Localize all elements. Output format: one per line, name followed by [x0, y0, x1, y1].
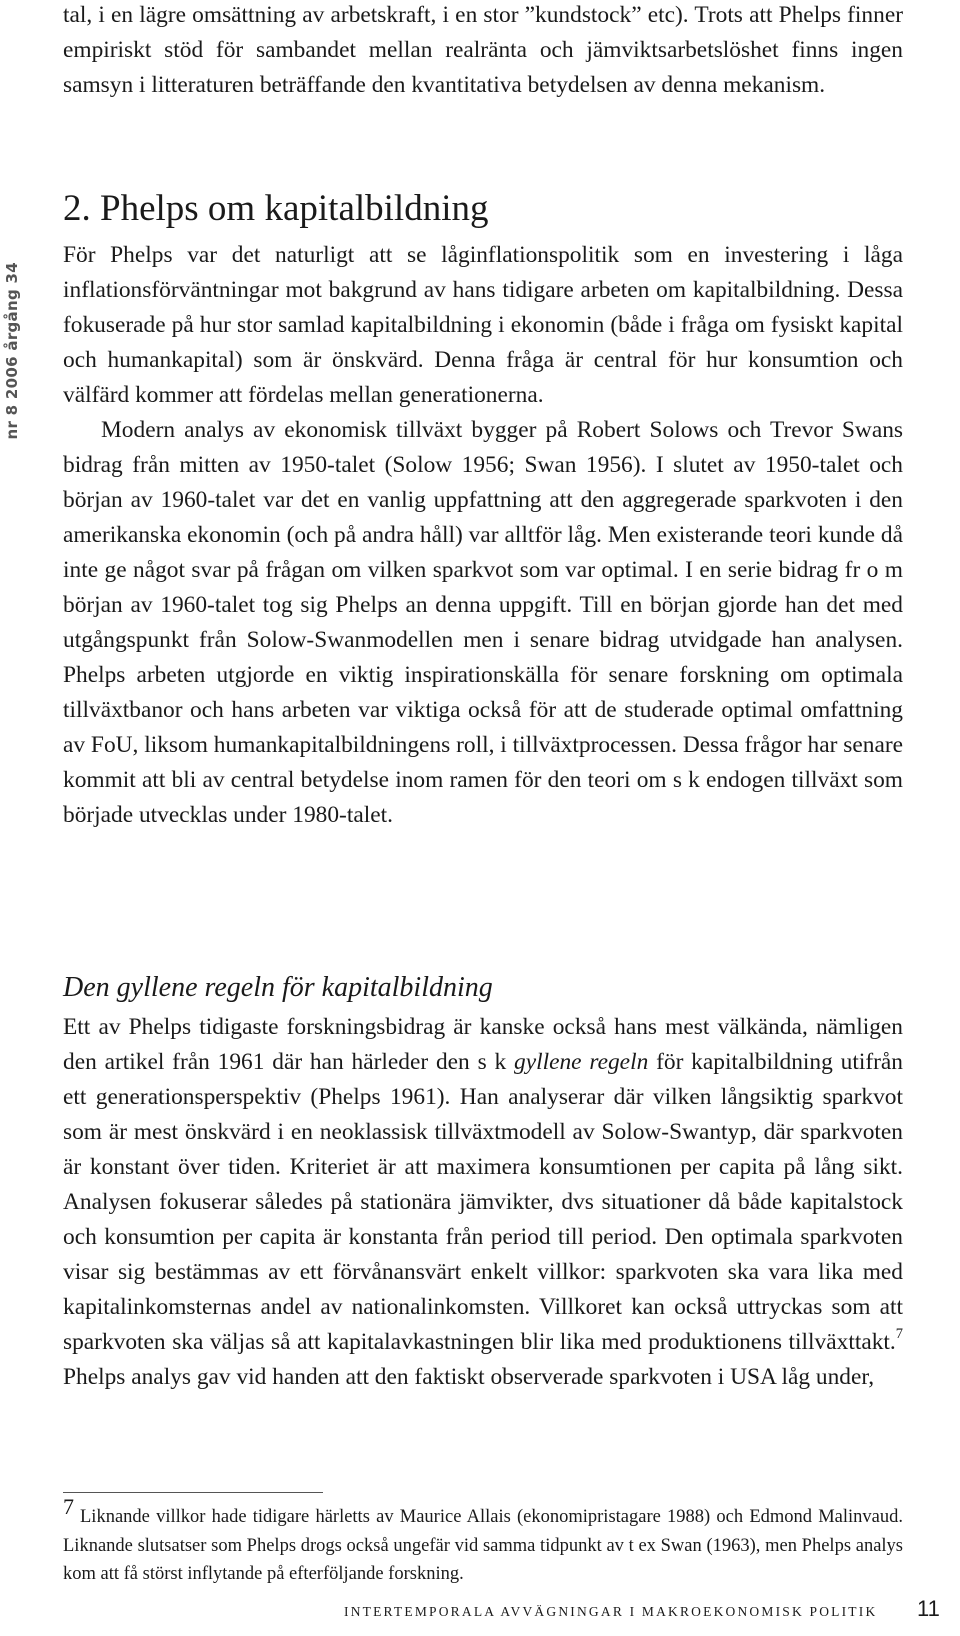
- journal-issue-label: nr 8 2006 årgång 34: [3, 262, 21, 440]
- running-footer: INTERTEMPORALA AVVÄGNINGAR I MAKROEKONOMISK POLITIK: [344, 1604, 878, 1619]
- text-run: Phelps analys gav vid handen att den faktiskt observerade sparkvoten i USA låg under,: [63, 1364, 875, 1390]
- section-body: [63, 238, 903, 833]
- text-run: för kapitalbildning utifrån ett generationsperspektiv (Phelps 1961). Han analyserar där vilken långsiktig sparkvot som är mest önskvärd i en neoklassisk tillväxtmodell av Solow-Swantyp, där sparkvoten är konstant över tiden. Kriteriet är att maximera konsumtionen per capita på lång sikt. Analysen fokuserar således på stationära jämvikter, dvs situationer då både kapitalstock och konsumtion per capita är konstanta från period till period. Den optimala sparkvoten visar sig bestämmas av ett förvånansvärt enkelt villkor: sparkvoten ska vara lika med kapitalinkomsternas andel av nationalinkomsten. Villkoret kan också uttryckas som att sparkvoten ska väljas så att kapitalavkastningen blir lika med produktionens tillväxttakt.: [63, 1049, 903, 1355]
- body-paragraph: tal, i en lägre omsättning av arbetskraft, i en stor ”kundstock” etc). Trots att Phelps finner empiriskt stöd för sambandet mellan realränta och jämviktsarbetslöshet finns ingen samsyn i litteraturen beträffande den kvantitativa betydelsen av denna mekanism.: [63, 2, 903, 98]
- footnote-text: Liknande villkor hade tidigare härletts av Maurice Allais (ekonomipristagare 1988) och Edmond Malinvaud. Liknande slutsatser som Phelps drogs också ungefär vid samma tidpunkt av t ex Swan (1963), men Phelps analys kom att få störst inflytande på efterföljande forskning.: [63, 1507, 903, 1584]
- subsection-heading: Den gyllene regeln för kapitalbildning: [63, 972, 493, 1003]
- body-paragraph: Modern analys av ekonomisk tillväxt bygger på Robert Solows och Trevor Swans bidrag från mitten av 1950-talet (Solow 1956; Swan 1956). I slutet av 1950-talet och början av 1960-talet var det en vanlig uppfattning att den aggregerade sparkvoten i den amerikanska ekonomin (och på andra håll) var alltför låg. Men existerande teori kunde då inte ge något svar på frågan om vilken sparkvot som var optimal. I en serie bidrag fr o m början av 1960-talet tog sig Phelps an denna uppgift. Till en början gjorde han det med utgångspunkt från Solow-Swanmodellen men i senare bidrag utvidgade han analysen. Phelps arbeten utgjorde en viktig inspirationskälla för senare forskning om optimala tillväxtbanor och hans arbeten var viktiga också för att de studerade optimal omfattning av FoU, liksom humankapitalbildningens roll, i tillväxtprocessen. Dessa frågor har senare kommit att bli av central betydelse inom ramen för den teori om s k endogen tillväxt som började utvecklas under 1980-talet.: [63, 417, 903, 828]
- subsection-body: [63, 1010, 903, 1395]
- page-number: 11: [917, 1596, 940, 1621]
- footnote: [63, 1494, 903, 1589]
- footnote-number: 7: [63, 1494, 74, 1520]
- footnote-reference[interactable]: 7: [895, 1326, 903, 1343]
- text-run: Ett av Phelps tidigaste forskningsbidrag är kanske också hans mest välkända, nämligen den artikel från 1961 där han härleder den s k: [63, 1014, 903, 1075]
- body-paragraph: För Phelps var det naturligt att se låginflationspolitik som en investering i låga inflationsförväntningar mot bakgrund av hans tidigare arbeten om kapitalbildning. Dessa fokuserade på hur stor samlad kapitalbildning i ekonomin (både i fråga om fysiskt kapital och humankapital) som är önskvärd. Denna fråga är central för hur konsumtion och välfärd kommer att fördelas mellan generationerna.: [63, 242, 903, 408]
- section-heading: 2. Phelps om kapitalbildning: [63, 188, 489, 229]
- emphasis-term: gyllene regeln: [514, 1049, 649, 1075]
- footnote-divider: [63, 1492, 323, 1493]
- body-paragraph: [63, 1010, 903, 1395]
